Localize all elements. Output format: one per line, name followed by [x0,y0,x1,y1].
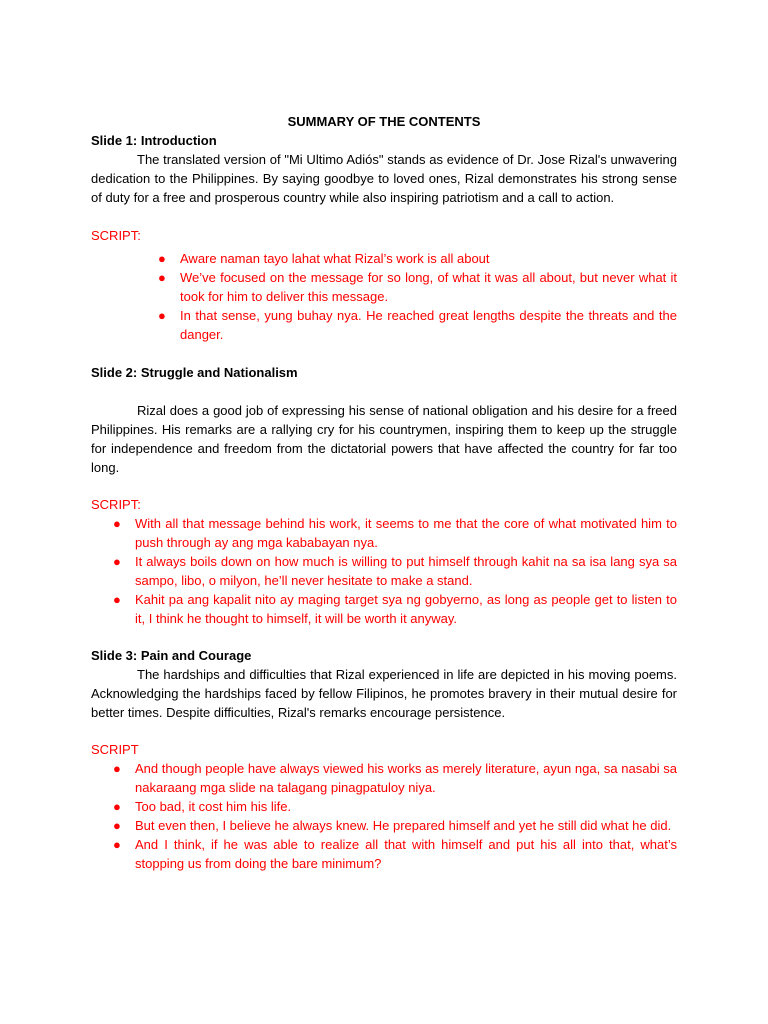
section-slide-2 [91,363,677,628]
list-item [113,816,677,835]
section-paragraph: The translated version of "Mi Ultimo Adiós" stands as evidence of Dr. Jose Rizal's unwavering dedication to the Philippines. By saying goodbye to loved ones, Rizal demonstrates his strong sense of duty for a free and prosperous country while also inspiring patriotism and a call to action. [91,152,677,205]
list-item [113,759,677,797]
bullet-text: Too bad, it cost him his life. [135,799,292,814]
bullet-icon: ● [158,270,166,285]
bullet-text: And though people have always viewed his works as merely literature, ayun nga, sa nasabi sa nakaraang mga slide na talagang pinagpatuloy niya. [135,761,677,795]
bullet-text: It always boils down on how much is willing to put himself through kahit na sa isa lang sya sa sampo, libo, o milyon, he’ll never hesitate to make a stand. [135,554,677,588]
bullet-icon: ● [158,251,166,266]
bullet-icon: ● [158,308,166,323]
bullet-text: And I think, if he was able to realize all that with himself and put his all into that, what’s stopping us from doing the bare minimum? [135,837,677,871]
section-heading: Slide 1: Introduction [91,133,217,148]
script-bullet-list [91,759,677,873]
bullet-icon: ● [113,592,121,607]
document-title: SUMMARY OF THE CONTENTS [287,114,481,129]
script-label: SCRIPT [91,742,139,757]
script-label: SCRIPT: [91,228,141,243]
list-item [158,268,677,306]
bullet-text: Kahit pa ang kapalit nito ay maging target sya ng gobyerno, as long as people get to listen to it, I think he thought to himself, it will be worth it anyway. [135,592,677,626]
list-item [113,835,677,873]
section-heading: Slide 2: Struggle and Nationalism [91,365,298,380]
section-paragraph: The hardships and difficulties that Rizal experienced in life are depicted in his moving poems. Acknowledging the hardships faced by fellow Filipinos, he promotes bravery in their mutual desire for better times. Despite difficulties, Rizal's remarks encourage persistence. [91,667,677,720]
script-bullet-list [91,249,677,344]
bullet-text: Aware naman tayo lahat what Rizal’s work is all about [180,251,490,266]
list-item [158,249,677,268]
bullet-text: With all that message behind his work, it seems to me that the core of what motivated him to push through ay ang mga kababayan nya. [135,516,677,550]
section-slide-1 [91,131,677,344]
list-item [113,797,677,816]
section-heading: Slide 3: Pain and Courage [91,648,252,663]
section-slide-3 [91,646,677,873]
section-paragraph: Rizal does a good job of expressing his sense of national obligation and his desire for a freed Philippines. His remarks are a rallying cry for his countrymen, inspiring them to keep up the struggle for independence and freedom from the dictatorial powers that have affected the country for far too long. [91,403,677,475]
bullet-icon: ● [113,761,121,776]
bullet-icon: ● [113,554,121,569]
bullet-icon: ● [113,799,121,814]
script-bullet-list [91,514,677,628]
bullet-text: In that sense, yung buhay nya. He reached great lengths despite the threats and the danger. [180,308,677,342]
script-label: SCRIPT: [91,497,141,512]
list-item [113,514,677,552]
list-item [158,306,677,344]
list-item [113,590,677,628]
bullet-text: We’ve focused on the message for so long, of what it was all about, but never what it took for him to deliver this message. [180,270,677,304]
list-item [113,552,677,590]
bullet-icon: ● [113,516,121,531]
bullet-icon: ● [113,837,121,852]
bullet-icon: ● [113,818,121,833]
bullet-text: But even then, I believe he always knew. He prepared himself and yet he still did what he did. [135,818,672,833]
